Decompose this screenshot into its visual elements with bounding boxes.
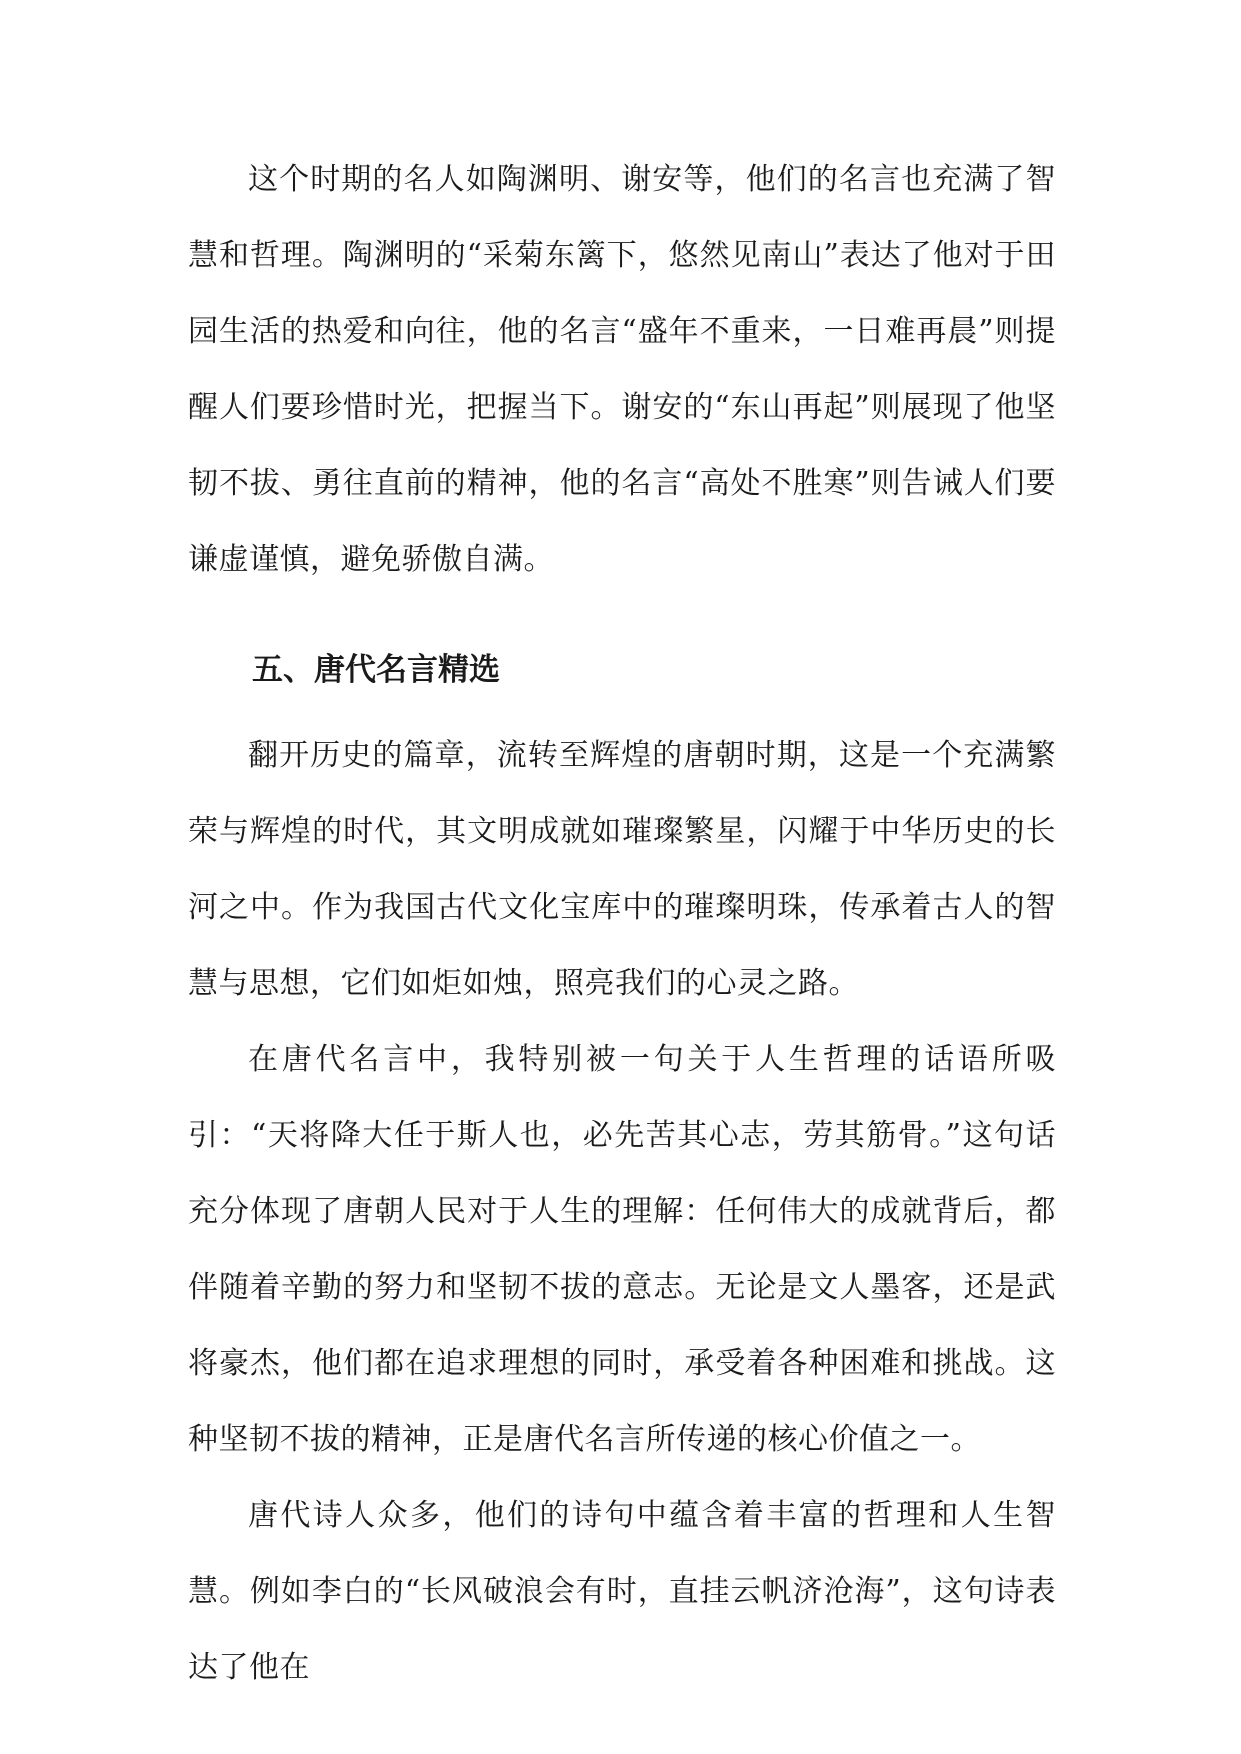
paragraph-famous-people-wei-jin: 这个时期的名人如陶渊明、谢安等，他们的名言也充满了智慧和哲理。陶渊明的“采菊东篱下，悠然见南山”表达了他对于田园生活的热爱和向往，他的名言“盛年不重来，一日难再晨”则提醒人们要珍惜时光，把握当下。谢安的“东山再起”则展现了他坚韧不拔、勇往直前的精神，他的名言“高处不胜寒”则告诫人们要谦虚谨慎，避免骄傲自满。	[188, 162, 1056, 577]
paragraph-tang-intro: 翻开历史的篇章，流转至辉煌的唐朝时期，这是一个充满繁荣与辉煌的时代，其文明成就如璀璨繁星，闪耀于中华历史的长河之中。作为我国古代文化宝库中的璀璨明珠，传承着古人的智慧与思想，它们如炬如烛，照亮我们的心灵之路。	[188, 738, 1056, 1001]
paragraph-tang-poets: 唐代诗人众多，他们的诗句中蕴含着丰富的哲理和人生智慧。例如李白的“长风破浪会有时，直挂云帆济沧海”，这句诗表达了他在	[188, 1498, 1056, 1685]
section-heading-tang-quotes: 五、唐代名言精选	[252, 652, 500, 688]
document-body	[188, 142, 1056, 1706]
paragraph-tang-life-philosophy: 在唐代名言中，我特别被一句关于人生哲理的话语所吸引：“天将降大任于斯人也，必先苦其心志，劳其筋骨。”这句话充分体现了唐朝人民对于人生的理解：任何伟大的成就背后，都伴随着辛勤的努力和坚韧不拔的意志。无论是文人墨客，还是武将豪杰，他们都在追求理想的同时，承受着各种困难和挑战。这种坚韧不拔的精神，正是唐代名言所传递的核心价值之一。	[188, 1042, 1056, 1457]
